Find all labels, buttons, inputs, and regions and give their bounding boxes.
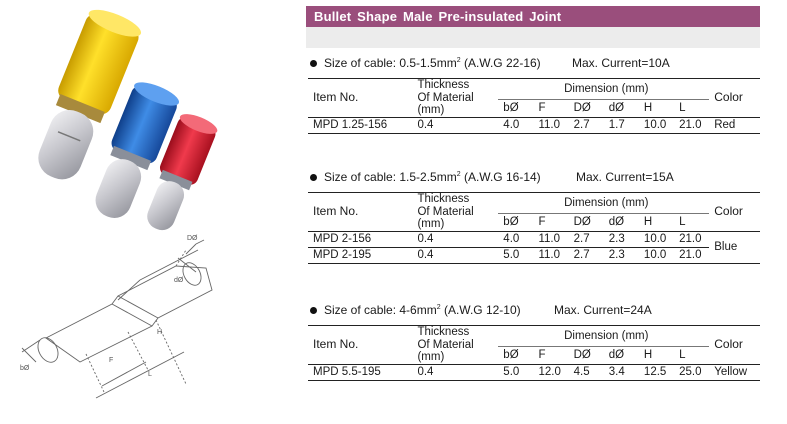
header-dO: dØ — [608, 215, 625, 228]
header-item-no: Item No. — [308, 326, 412, 365]
bullet-dot-icon — [310, 307, 317, 314]
label-H: H — [157, 329, 163, 336]
cable-size-text: Size of cable: $4-6mm^2$ (A.W.G 12-10) — [324, 303, 521, 317]
spec-section-3 — [308, 303, 760, 381]
bullet-dot-icon — [310, 174, 317, 181]
header-L: L — [679, 215, 686, 228]
header-thickness: Thickness Of Material (mm) — [412, 326, 498, 365]
header-color: Color — [709, 326, 760, 365]
header-dO: dØ — [608, 348, 625, 361]
spec-section-1 — [308, 56, 760, 134]
max-current-text: Max. Current=10A — [572, 56, 670, 70]
label-DO: DØ — [187, 235, 198, 242]
bullet-dot-icon — [310, 60, 317, 67]
table-row: MPD 1.25-156 0.4 4.0 11.0 2.7 1.7 10.0 21.0 Red — [308, 117, 760, 133]
cable-spec-line — [308, 170, 760, 188]
header-color: Color — [709, 79, 760, 118]
header-dimension: Dimension (mm) — [498, 326, 709, 347]
cable-spec-line — [308, 303, 760, 321]
spec-table — [308, 325, 760, 381]
header-bO: bØ — [503, 215, 519, 228]
cable-size-text: Size of cable: $1.5-2.5mm^2$ (A.W.G 16-14) — [324, 170, 541, 184]
header-dimension: Dimension (mm) — [498, 79, 709, 100]
header-item-no: Item No. — [308, 193, 412, 232]
product-illustration — [0, 0, 300, 424]
header-DO: DØ — [573, 348, 591, 361]
max-current-text: Max. Current=15A — [576, 170, 674, 184]
table-row: MPD 2-195 0.4 5.0 11.0 2.7 2.3 10.0 21.0 — [308, 247, 760, 263]
spec-table — [308, 78, 760, 134]
header-F: F — [538, 101, 546, 114]
label-bO: bØ — [20, 365, 30, 372]
label-do: dØ — [174, 277, 184, 284]
header-bO: bØ — [503, 348, 519, 361]
max-current-text: Max. Current=24A — [554, 303, 652, 317]
spec-table — [308, 192, 760, 264]
header-bO: bØ — [503, 101, 519, 114]
header-thickness: Thickness Of Material (mm) — [412, 193, 498, 232]
header-DO: DØ — [573, 215, 591, 228]
header-DO: DØ — [573, 101, 591, 114]
header-thickness: Thickness Of Material (mm) — [412, 79, 498, 118]
header-item-no: Item No. — [308, 79, 412, 118]
header-L: L — [679, 348, 686, 361]
header-dO: dØ — [608, 101, 625, 114]
header-H: H — [643, 348, 653, 361]
header-F: F — [538, 348, 546, 361]
label-L: L — [148, 371, 152, 378]
page-title: Bullet Shape Male Pre-insulated Joint — [314, 9, 562, 24]
table-row: MPD 5.5-195 0.4 5.0 12.0 4.5 3.4 12.5 25.0 Yellow — [308, 364, 760, 380]
color-cell: Blue — [709, 231, 760, 263]
header-F: F — [538, 215, 546, 228]
dimension-drawing — [22, 240, 212, 398]
table-row: MPD 2-156 0.4 4.0 11.0 2.7 2.3 10.0 21.0 Blue — [308, 231, 760, 247]
cable-spec-line — [308, 56, 760, 74]
label-F: F — [109, 357, 114, 364]
header-H: H — [643, 101, 653, 114]
header-color: Color — [709, 193, 760, 232]
header-H: H — [643, 215, 653, 228]
header-dimension: Dimension (mm) — [498, 193, 709, 214]
title-banner — [306, 6, 760, 48]
spec-section-2 — [308, 170, 760, 264]
cable-size-text: Size of cable: $0.5-1.5mm^2$ (A.W.G 22-16) — [324, 56, 541, 70]
header-L: L — [679, 101, 686, 114]
